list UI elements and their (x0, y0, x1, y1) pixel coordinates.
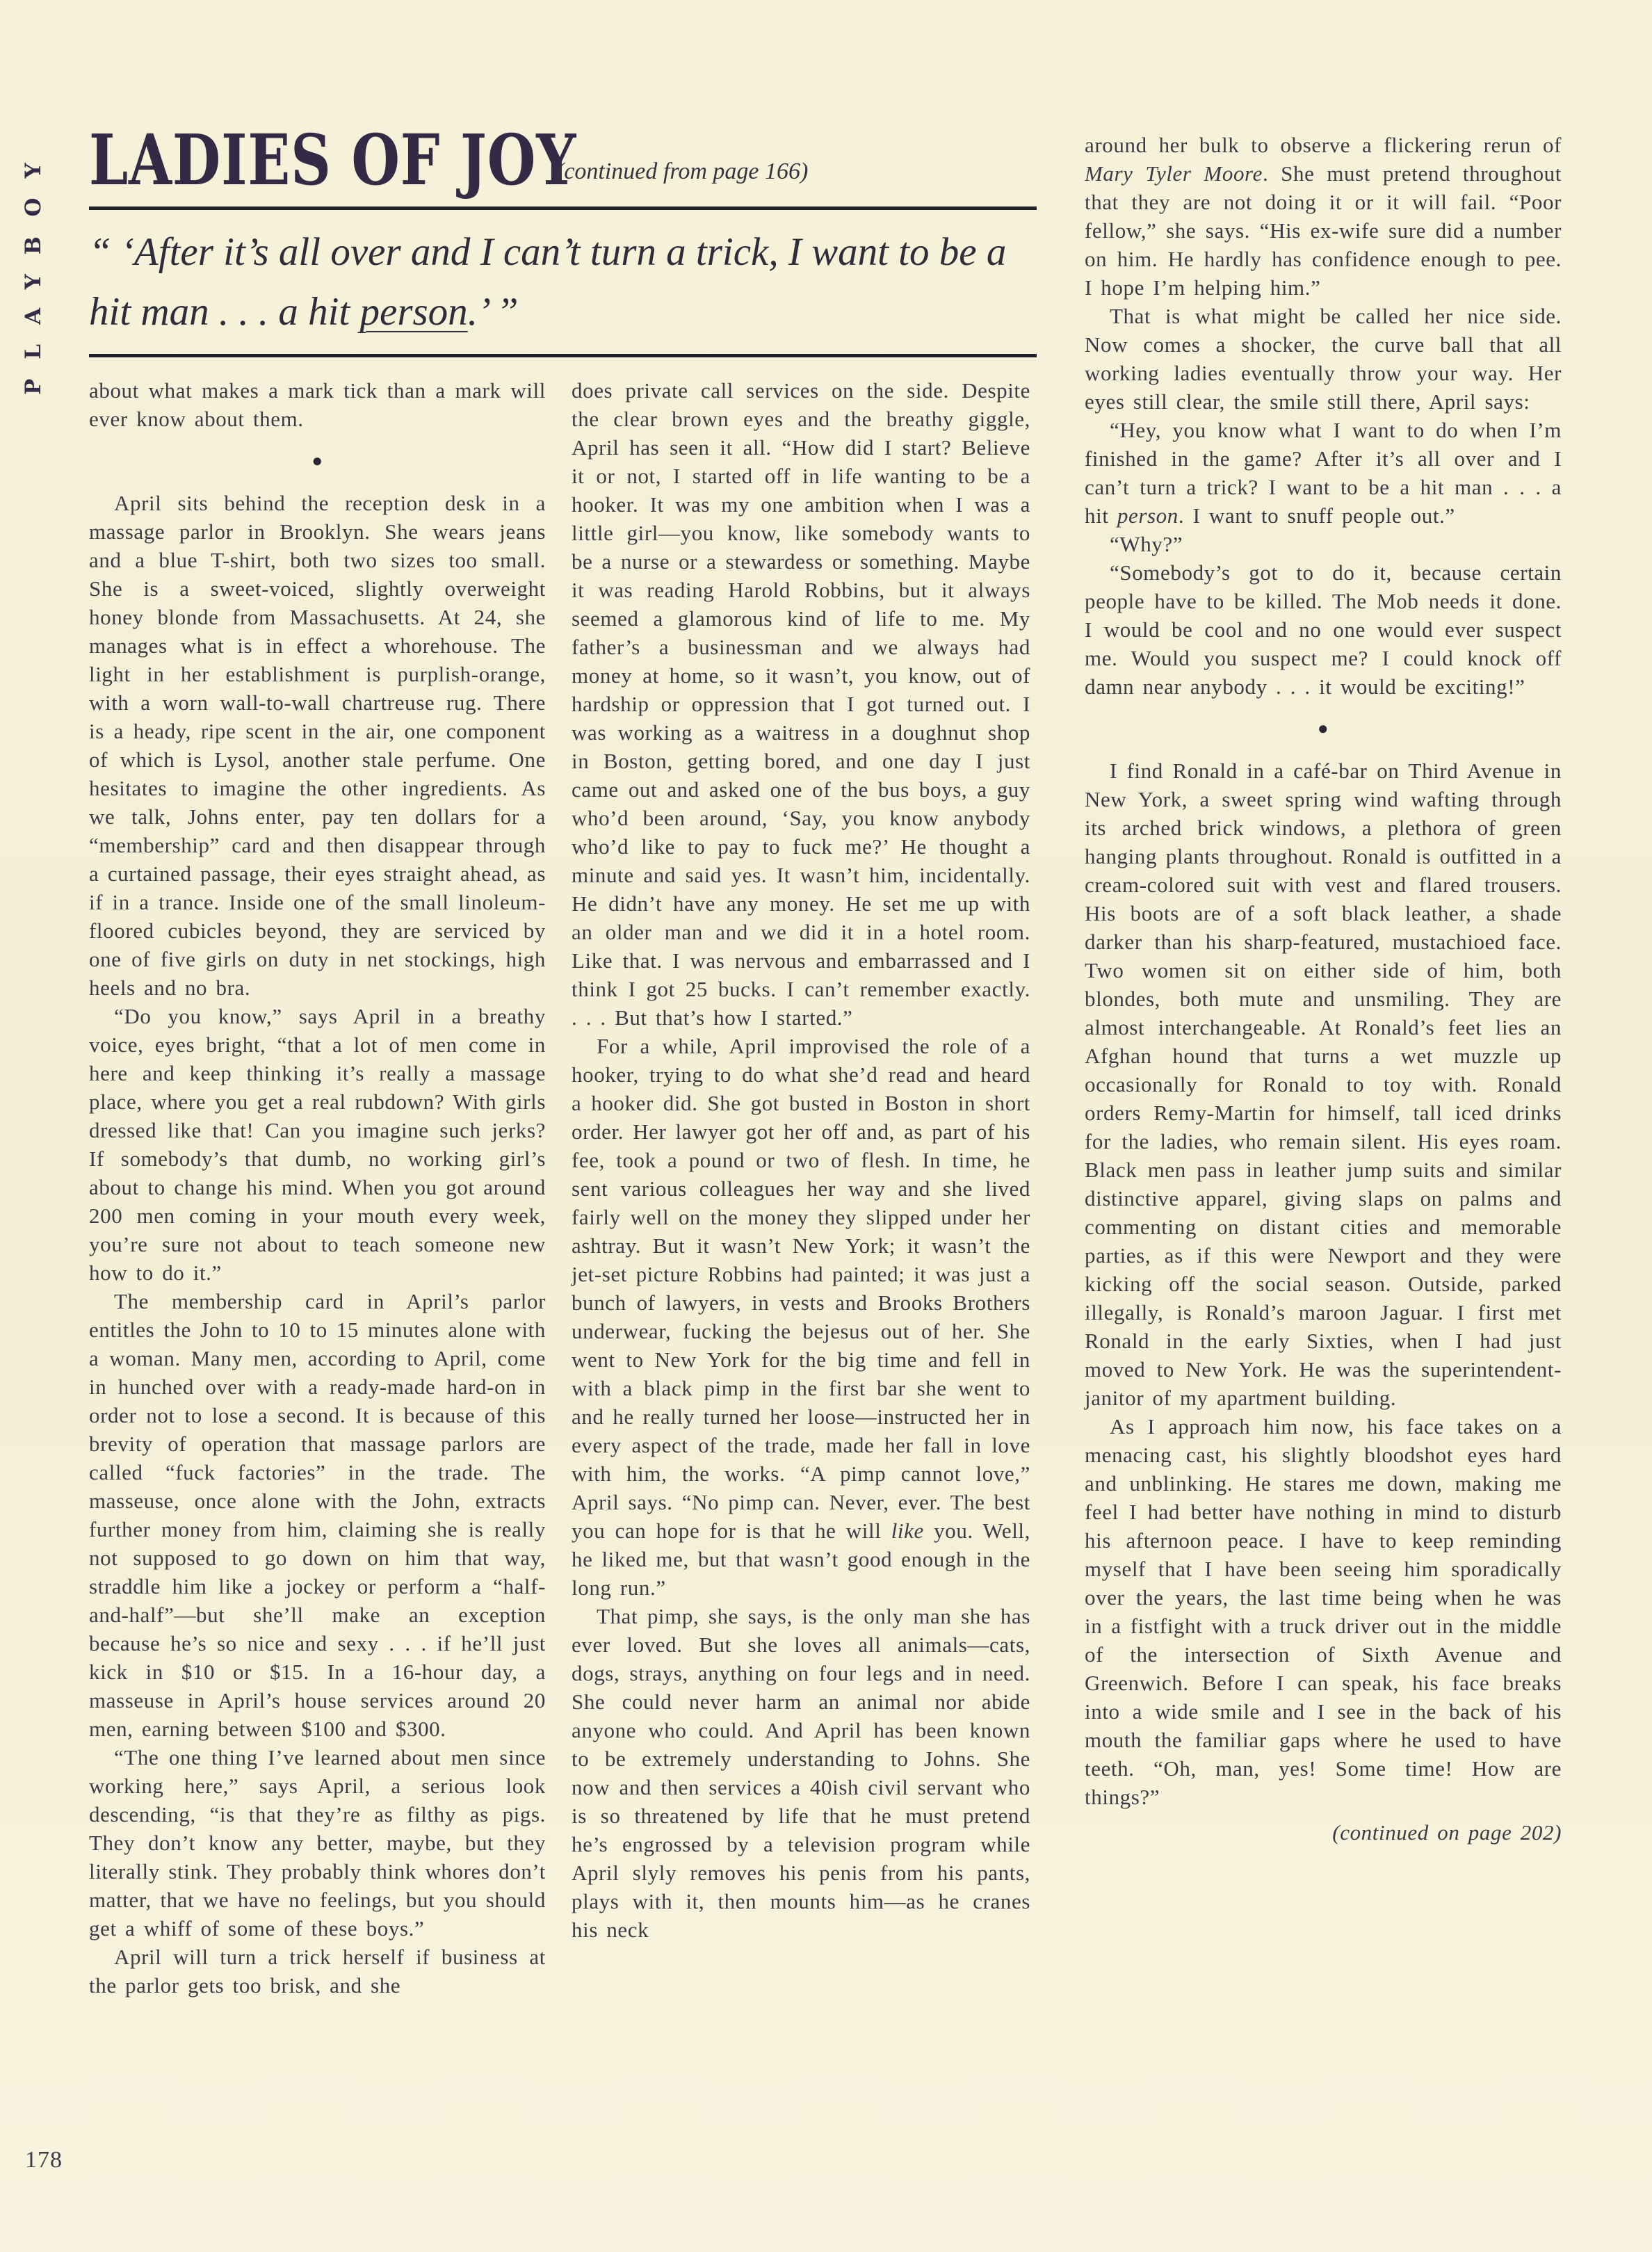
pull-quote-underlined-word: person (359, 290, 468, 334)
continued-from-note: (continued from page 166) (556, 159, 809, 184)
paragraph: April sits behind the reception desk in a massage parlor in Brooklyn. She wears jeans and a blue T-shirt, both two sizes too small. She is a sweet-voiced, slightly overweight honey blonde from Massachusetts. At 24, she manages what is in effect a whorehouse. The light in her establishment is purplish-orange, with a worn wall-to-wall chartreuse rug. There is a heady, ripe scent in the air, one component of which is Lysol, another stale perfume. One hesitates to imagine the other ingredients. As we talk, Johns enter, pay ten dollars for a “membership” card and then disappear through a curtained passage, their eyes straight ahead, as if in a trance. Inside one of the small linoleum-floored cubicles beyond, they are serviced by one of five girls on duty in net stockings, high heels and no bra. (89, 491, 546, 1000)
paragraph: about what makes a mark tick than a mark will ever know about them. (89, 378, 546, 431)
paragraph: That pimp, she says, is the only man she has ever loved. But she loves all animals—cats, dogs, strays, anything on four legs and in need. She could never harm an animal nor abide anyone who could. And April has been known to be extremely understanding to Johns. She now and then services a 40ish civil servant who is so threatened by life that he must pretend he’s engrossed by a television program while April slyly removes his penis from his pants, plays with it, then mounts him—as he cranes his neck (572, 1604, 1030, 1942)
paragraph: I find Ronald in a café-bar on Third Avenue in New York, a sweet spring wind wafting through its arched brick windows, a plethora of green hanging plants throughout. Ronald is outfitted in a cream-colored suit with vest and flared trousers. His boots are of a soft black leather, a shade darker than his sharp-featured, mustachioed face. Two women sit on either side of him, both blondes, both mute and unsmiling. They are almost interchangeable. At Ronald’s feet lies an Afghan hound that turns a wet muzzle up occasionally for Ronald to toy with. Ronald orders Remy-Martin for himself, tall iced drinks for the ladies, who remain silent. His eyes roam. Black men pass in leather jump suits and similar distinctive apparel, giving slaps on palms and commenting on distant cities and memorable parties, as if this were Newport and they were kicking off the social season. Outside, parked illegally, is Ronald’s maroon Jaguar. I first met Ronald in the early Sixties, when I had just moved to New York. He was the superintendent-janitor of my apartment building. (1085, 759, 1562, 1410)
paragraph: “The one thing I’ve learned about men since working here,” says April, a serious look descending, “is that they’re as filthy as pigs. They don’t know any better, maybe, but they literally stink. They probably think whores don’t matter, that we have no feelings, but you should get a whiff of some of these boys.” (89, 1745, 546, 1941)
paragraph: around her bulk to observe a flickering rerun of Mary Tyler Moore. She must pretend throughout that they are not doing it or it will fail. “Poor fellow,” she says. “His ex-wife sure did a number on him. He hardly has confidence enough to pee. I hope I’m helping him.” (1085, 133, 1562, 300)
article-title: LADIES OF JOY (89, 119, 577, 201)
paragraph: “Hey, you know what I want to do when I’m finished in the game? After it’s all over and I can’t turn a trick? I want to be a hit man . . . a hit person. I want to snuff people out.” (1085, 418, 1562, 528)
page-number: 178 (25, 2147, 63, 2173)
text-column-3 (1085, 131, 1562, 1847)
pull-quote (89, 222, 1043, 342)
magazine-spine-vertical-text: PLAYBOY (21, 143, 46, 395)
divider-rule-top (89, 206, 1037, 210)
pull-quote-text-end: .’ ” (467, 290, 519, 334)
section-separator-dot: ● (1317, 718, 1329, 738)
paragraph: The membership card in April’s parlor entitles the John to 10 to 15 minutes alone with a woman. Many men, according to April, come in hunched over with a ready-made hard-on in order not to lose a second. It is because of this brevity of operation that massage parlors are called “fuck factories” in the trade. The masseuse, once alone with the John, extracts further money from him, claiming she is really not supposed to go down on him that way, straddle him like a jockey or perform a “half-and-half”—but she’ll make an exception because he’s so nice and sexy . . . if he’ll just kick in $10 or $15. In a 16-hour day, a masseuse in April’s house services around 20 men, earning between $100 and $300. (89, 1289, 546, 1741)
paragraph: “Why?” (1110, 532, 1183, 556)
paragraph: That is what might be called her nice side. Now comes a shocker, the curve ball that all working ladies eventually throw your way. Her eyes still clear, the smile still there, April says: (1085, 304, 1562, 414)
section-separator-dot: ● (311, 451, 323, 471)
text-column-1 (89, 376, 546, 2000)
paragraph: (continued on page 202) (1332, 1820, 1562, 1845)
paragraph: “Do you know,” says April in a breathy voice, eyes bright, “that a lot of men come in here and keep thinking it’s really a massage place, where you get a real rubdown? With girls dressed like that! Can you imagine such jerks? If somebody’s that dumb, no working girl’s about to change his mind. When you got around 200 men coming in your mouth every week, you’re sure not about to teach someone new how to do it.” (89, 1004, 546, 1285)
text-column-2 (572, 376, 1030, 1944)
paragraph: For a while, April improvised the role of a hooker, trying to do what she’d read and heard a hooker did. She got busted in Boston in short order. Her lawyer got her off and, as part of his fee, took a pound or two of flesh. In time, he sent various colleagues her way and she lived fairly well on the money they slipped under her ashtray. But it wasn’t New York; it wasn’t the jet-set picture Robbins had painted; it was just a bunch of lawyers, in vests and Brooks Brothers underwear, fucking the bejesus out of her. She went to New York for the big time and fell in with a black pimp in the first bar she went to and he really turned her loose—instructed her in every aspect of the trade, made her fall in love with him, the works. “A pimp cannot love,” April says. “No pimp can. Never, ever. The best you can hope for is that he will like you. Well, he liked me, but that wasn’t good enough in the long run.” (572, 1034, 1030, 1600)
divider-rule-bottom (89, 354, 1037, 357)
paragraph: April will turn a trick herself if business at the parlor gets too brisk, and she (89, 1945, 546, 1998)
paragraph: “Somebody’s got to do it, because certain people have to be killed. The Mob needs it done. I would be cool and no one would ever suspect me. Would you suspect me? I could knock off damn near anybody . . . it would be exciting!” (1085, 560, 1562, 699)
paragraph: does private call services on the side. Despite the clear brown eyes and the breathy giggle, April has seen it all. “How did I start? Believe it or not, I started off in life wanting to be a hooker. It was my one ambition when I was a little girl—you know, like somebody wants to be a nurse or a stewardess or something. Maybe it was reading Harold Robbins, but it always seemed a glamorous kind of life to me. My father’s a businessman and we always had money at home, so it wasn’t, you know, out of hardship or oppression that I got turned out. I was working as a waitress in a doughnut shop in Boston, getting bored, and one day I just came out and asked one of the bus boys, a guy who’d been around, ‘Say, you know anybody who’d like to pay to fuck me?’ He thought a minute and said yes. It wasn’t him, incidentally. He didn’t have any money. He set me up with an older man and we did it in a hotel room. Like that. I was nervous and embarrassed and I think I got 25 bucks. I can’t remember exactly. . . . But that’s how I started.” (572, 378, 1030, 1030)
pull-quote-text-start: “ ‘After it’s all over and I can’t turn a trick, I want to be a hit man . . . a hit (89, 230, 1007, 334)
paragraph: As I approach him now, his face takes on a menacing cast, his slightly bloodshot eyes hard and unblinking. He stares me down, making me feel I had better have nothing in mind to disturb his afternoon peace. I have to keep reminding myself that I have been seeing him sporadically over the years, the last time being when he was in a fistfight with a truck driver out in the middle of the intersection of Sixth Avenue and Greenwich. Before I can speak, his face breaks into a wide smile and I see in the back of his mouth the familiar gaps where he used to have teeth. “Oh, man, yes! Some time! How are things?” (1085, 1414, 1562, 1809)
